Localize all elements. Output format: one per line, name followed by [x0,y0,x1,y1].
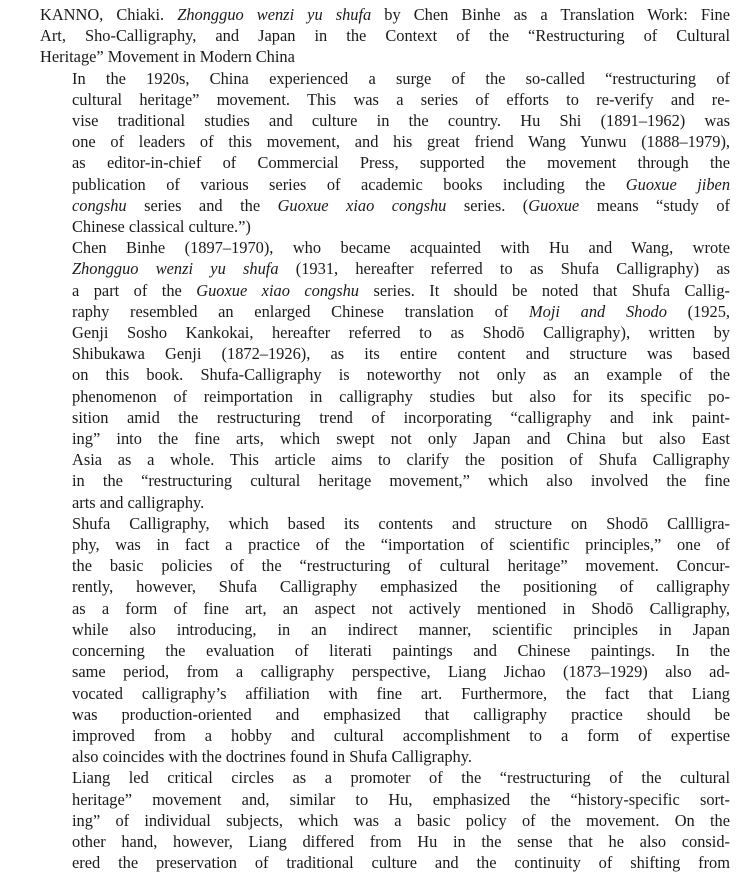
text-line: Genji Sosho Kankokai, hereafter referred to as Shodō Calligraphy), written by [72,323,730,343]
text-line: rently, however, Shufa Calligraphy emphasized the positioning of calligraphy [72,577,730,597]
text-line: also coincides with the doctrines found in Shufa Calligraphy. [72,747,472,767]
title-italic: Zhongguo wenzi yu shufa [177,5,372,24]
paragraph-4 [40,767,730,873]
text-line: arts and calligraphy. [72,492,205,512]
text-line: ing” of individual subjects, which was a basic policy of the movement. On the [72,810,730,830]
text-line: vise traditional studies and culture in the country. Hu Shi (1891–1962) was [72,111,730,131]
heading-line: KANNO, Chiaki. Zhongguo wenzi yu shufa by Chen Binhe as a Translation Work: Fine [40,5,730,24]
text-line: on this book. Shufa-Calligraphy is noteworthy not only as an example of the [72,365,730,385]
text-line: Shibukawa Genji (1872–1926), as its entire content and structure was based [72,344,730,364]
text-line: phenomenon of reimportation in calligraphy studies but also for its specific po- [72,386,730,406]
text-line: in the “restructuring cultural heritage movement,” which also involved the fine [72,471,730,491]
text-line: same period, from a calligraphy perspective, Liang Jichao (1873–1929) also ad- [72,662,730,682]
text-line: was production-oriented and emphasized that calligraphy practice should be [72,704,730,724]
article-heading [40,4,730,68]
paragraph-2 [40,237,730,513]
text-line: raphy resembled an enlarged Chinese translation of Moji and Shodo (1925, [72,301,730,321]
text-line: improved from a hobby and cultural accomplishment to a form of expertise [72,725,730,745]
text-line: a part of the Guoxue xiao congshu series. It should be noted that Shufa Callig- [72,280,730,300]
text-line: publication of various series of academic books including the Guoxue jiben [72,174,731,194]
text-line: cultural heritage” movement. This was a series of efforts to re-verify and re- [72,89,730,109]
text-line: heritage” movement and, similar to Hu, emphasized the “history-specific sort- [72,789,730,809]
author-name: KANNO, Chiaki. [40,5,165,24]
text-line: phy, was in fact a practice of the “importation of scientific principles,” one of [72,535,730,555]
text-line: Chen Binhe (1897–1970), who became acquainted with Hu and Wang, wrote [72,238,730,258]
text-line: Zhongguo wenzi yu shufa (1931, hereafter referred to as Shufa Calligraphy) as [72,259,730,279]
paragraph-1 [40,68,730,238]
text-line: Liang led critical circles as a promoter of the “restructuring of the cultural [72,768,730,788]
text-line: other hand, however, Liang differed from Hu in the sense that he also consid- [72,831,730,851]
paragraph-3 [40,513,730,767]
text-line: sition amid the restructuring trend of incorporating “calligraphy and ink paint- [72,407,730,427]
heading-line: Heritage” Movement in Modern China [40,47,295,67]
text-line: In the 1920s, China experienced a surge of the so-called “restructuring of [72,68,730,88]
text-line: Chinese classical culture.”) [72,217,251,237]
text-line: ered the preservation of traditional culture and the continuity of shifting from [72,853,730,873]
text-line: as editor-in-chief of Commercial Press, supported the movement through the [72,153,730,173]
document-page [40,4,730,873]
text-line: vocated calligraphy’s affiliation with fine art. Furthermore, the fact that Liang [72,683,730,703]
text-line: Asia as a whole. This article aims to clarify the position of Shufa Calligraphy [72,450,730,470]
text-line: ing” into the fine arts, which swept not only Japan and China but also East [72,429,730,449]
heading-line: Art, Sho-Calligraphy, and Japan in the Context of the “Restructuring of Cultural [40,26,730,46]
text-line: concerning the evaluation of literati paintings and Chinese paintings. In the [72,641,730,661]
text-line: Shufa Calligraphy, which based its contents and structure on Shodō Callligra- [72,513,730,533]
text-line: as a form of fine art, an aspect not actively mentioned in Shodō Calligraphy, [72,598,730,618]
text-line: while also introducing, in an indirect manner, scientific principles in Japan [72,619,730,639]
text-line: one of leaders of this movement, and his great friend Wang Yunwu (1888–1979), [72,132,730,152]
text-line: congshu series and the Guoxue xiao congshu series. (Guoxue means “study of [72,195,730,215]
text-line: the basic policies of the “restructuring of cultural heritage” movement. Concur- [72,556,730,576]
